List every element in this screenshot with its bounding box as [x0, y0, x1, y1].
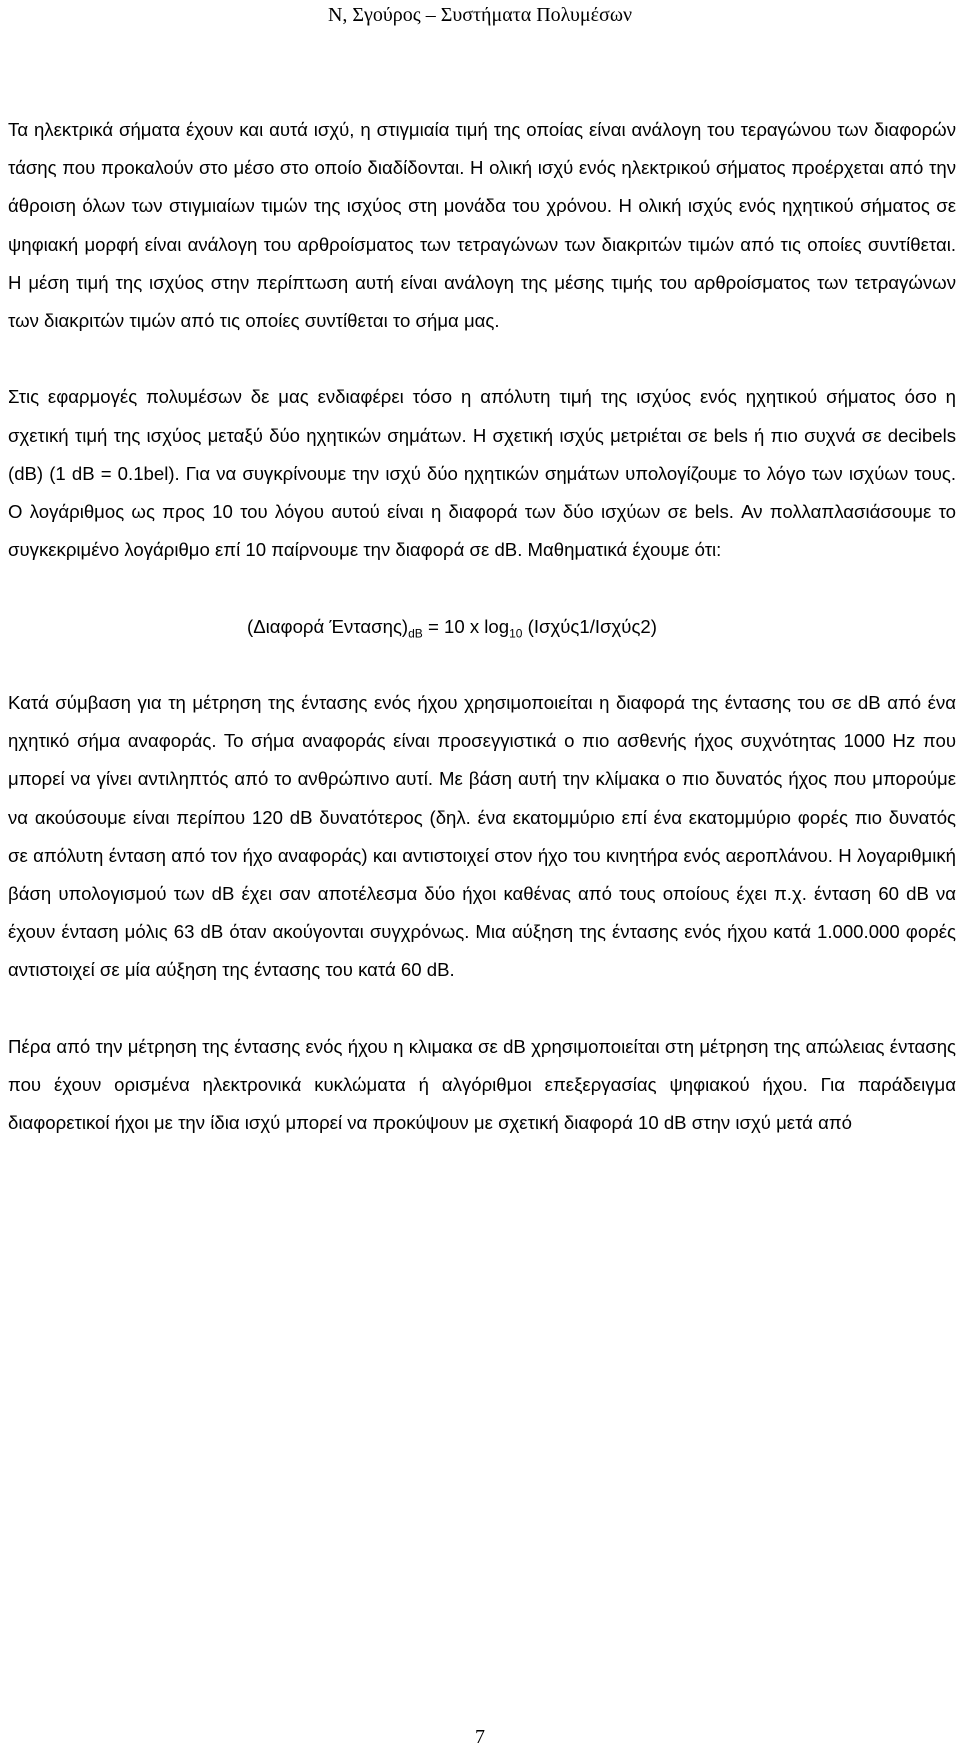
formula-lhs: (Διαφορά Έντασης)	[247, 615, 409, 637]
paragraph-signal-power: Τα ηλεκτρικά σήματα έχουν και αυτά ισχύ, η στιγμιαία τιμή της οποίας είναι ανάλογη του τεραγώνου των διαφορών τάσης που προκαλούν στο μέσο στο οποίο διαδίδονται. Η ολική ισχύ ενός ηλεκτρικού σήματος προέρχεται από την άθροιση όλων των στιγμιαίων τιμών της ισχύος στη μονάδα του χρόνου. Η ολική ισχύς ενός ηχητικού σήματος σε ψηφιακή μορφή είναι ανάλογη του αρθροίσματος των τετραγώνων των διακριτών τιμών από τις οποίες συντίθεται. Η μέση τιμή της ισχύος στην περίπτωση αυτή είναι ανάλογη της μέσης τιμής του αρθροίσματος των τετραγώνων των διακριτών τιμών από τις οποίες συντίθεται το σήμα μας.	[8, 119, 956, 332]
formula-intensity-difference	[8, 608, 956, 646]
paragraph-db-loss: Πέρα από την μέτρηση της έντασης ενός ήχου η κλιμακα σε dB χρησιμοποιείται στη μέτρηση της απώλειας έντασης που έχουν ορισμένα ηλεκτρονικά κυκλώματα ή αλγόριθμοι επεξεργασίας ψηφιακού ήχου. Για παράδειγμα διαφορετικοί ήχοι με την ίδια ισχύ μπορεί να προκύψουν με σχετική διαφορά 10 dB στην ισχύ μετά από	[8, 1035, 956, 1134]
paragraph-reference-signal: Κατά σύμβαση για τη μέτρηση της έντασης ενός ήχου χρησιμοποιείται η διαφορά της έντασης του σε dB από ένα ηχητικό σήμα αναφοράς. Το σήμα αναφοράς είναι προσεγγιστικά ο πιο ασθενής ήχος συχνότητας 1000 Hz που μπορεί να γίνει αντιληπτός από το ανθρώπινο αυτί. Με βάση αυτή την κλίμακα ο πιο δυνατός ήχος που μπορούμε να ακούσουμε είναι περίπου 120 dB δυνατότερος (δηλ. ένα εκατομμύριο επί ένα εκατομμύριο φορές πιο δυνατός σε απόλυτη ένταση από τον ήχο αναφοράς) και αντιστοιχεί στον ήχο του κινητήρα ενός αεροπλάνου. Η λογαριθμική βάση υπολογισμού των dB έχει σαν αποτέλεσμα δύο ήχοι καθένας από τους οποίους έχει π.χ. ένταση 60 dB να έχουν ένταση μόλις 63 dB όταν ακούγονται συγχρόνως. Μια αύξηση της έντασης ενός ήχου κατά 1.000.000 φορές αντιστοιχεί σε μία αύξηση της έντασης του κατά 60 dB.	[8, 692, 956, 981]
page-number: 7	[475, 1726, 485, 1748]
formula-rhs: (Ισχύς1/Ισχύς2)	[522, 615, 657, 637]
formula-middle: = 10 x log	[422, 615, 510, 637]
formula-lhs-subscript: dB	[408, 626, 423, 641]
running-header: Ν, Σγούρος – Συστήματα Πολυμέσων	[327, 4, 633, 26]
paragraph-relative-power: Στις εφαρμογές πολυμέσων δε μας ενδιαφέρει τόσο η απόλυτη τιμή της ισχύος ενός ηχητικού σήματος όσο η σχετική τιμή της ισχύος μεταξύ δύο ηχητικών σημάτων. Η σχετική ισχύς μετριέται σε bels ή πιο συχνά σε decibels (dB) (1 dB = 0.1bel). Για να συγκρίνουμε την ισχύ δύο ηχητικών σημάτων υπολογίζουμε το λόγο των ισχύων τους. Ο λογάριθμος ως προς 10 του λόγου αυτού είναι η διαφορά των δύο ισχύων σε bels. Αν πολλαπλασιάσουμε το συγκεκριμένο λογάριθμο επί 10 παίρνουμε την διαφορά σε dB. Μαθηματικά έχουμε ότι:	[8, 386, 956, 561]
document-body	[8, 111, 956, 1142]
formula-log-subscript: 10	[509, 626, 523, 641]
